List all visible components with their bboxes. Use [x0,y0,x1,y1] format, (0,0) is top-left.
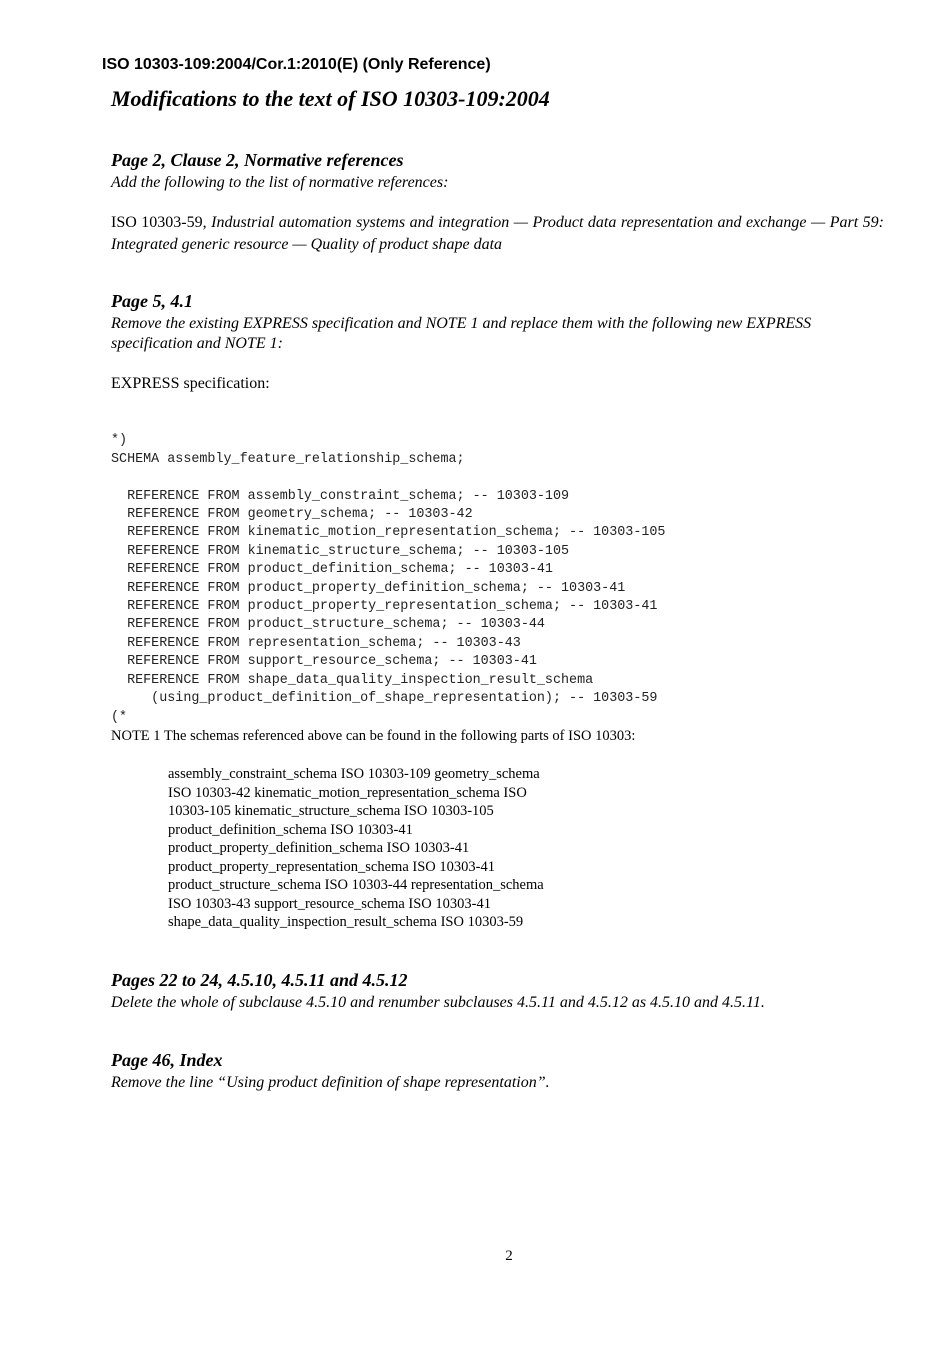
list-item: product_property_representation_schema ISO 10303-41 [168,858,495,875]
code-line: REFERENCE FROM support_resource_schema; -- 10303-41 [111,654,537,670]
section-instruction: Add the following to the list of normative references: [111,174,449,191]
code-line [111,469,665,487]
list-item: ISO 10303-42 kinematic_motion_representation_schema ISO [168,784,527,801]
reference-title: Industrial automation systems and integration — Product data representation and exchange — Part 59: Integrated generic resource — Quality of product shape data [111,214,884,253]
list-item: assembly_constraint_schema ISO 10303-109 geometry_schema [168,766,540,782]
code-line: REFERENCE FROM product_property_representation_schema; -- 10303-41 [111,599,658,615]
code-line: (using_product_definition_of_shape_representation); -- 10303-59 [111,691,658,707]
normative-reference-entry [111,212,884,256]
code-line: (* [111,709,128,725]
code-line: REFERENCE FROM assembly_constraint_schema; -- 10303-109 [111,488,570,504]
code-line: REFERENCE FROM product_definition_schema; -- 10303-41 [111,562,553,578]
schema-reference-list [168,765,544,932]
list-item: product_structure_schema ISO 10303-44 representation_schema [168,877,544,893]
section-instruction: Remove the line “Using product definition of shape representation”. [111,1074,550,1091]
section-instruction: Delete the whole of subclause 4.5.10 and renumber subclauses 4.5.11 and 4.5.12 as 4.5.10 and 4.5.11. [111,994,765,1011]
express-label: EXPRESS specification: [111,375,270,392]
code-line: REFERENCE FROM geometry_schema; -- 10303-42 [111,507,473,523]
page-title: Modifications to the text of ISO 10303-109:2004 [111,86,550,111]
code-line: REFERENCE FROM kinematic_motion_representation_schema; -- 10303-105 [111,525,666,541]
section-heading-subclauses: Pages 22 to 24, 4.5.10, 4.5.11 and 4.5.12 [111,970,408,990]
list-item: product_property_definition_schema ISO 10303-41 [168,840,470,856]
code-line: *) [111,433,128,449]
express-code-block [111,414,665,745]
code-line: REFERENCE FROM product_property_definition_schema; -- 10303-41 [111,580,626,596]
list-item: shape_data_quality_inspection_result_schema ISO 10303-59 [168,914,524,930]
reference-id: ISO 10303-59, [111,214,212,231]
section-heading-index: Page 46, Index [111,1050,223,1070]
section-instruction: Remove the existing EXPRESS specification and NOTE 1 and replace them with the following new EXPRESS specification and NOTE 1: [111,315,812,352]
document-header: ISO 10303-109:2004/Cor.1:2010(E) (Only Reference) [102,56,491,73]
code-line: SCHEMA assembly_feature_relationship_schema; [111,451,465,467]
page-number: 2 [505,1248,513,1264]
list-item: product_definition_schema ISO 10303-41 [168,821,413,838]
section-heading-normative-references: Page 2, Clause 2, Normative references [111,150,404,170]
code-line: REFERENCE FROM kinematic_structure_schema; -- 10303-105 [111,543,570,559]
code-line: REFERENCE FROM shape_data_quality_inspection_result_schema [111,672,594,688]
list-item: 10303-105 kinematic_structure_schema ISO 10303-105 [168,803,494,819]
note-1: NOTE 1 The schemas referenced above can be found in the following parts of ISO 10303: [111,728,636,744]
code-line: REFERENCE FROM representation_schema; -- 10303-43 [111,635,521,651]
section-heading-4-1: Page 5, 4.1 [111,291,193,311]
list-item: ISO 10303-43 support_resource_schema ISO 10303-41 [168,895,491,912]
code-line: REFERENCE FROM product_structure_schema; -- 10303-44 [111,617,545,633]
